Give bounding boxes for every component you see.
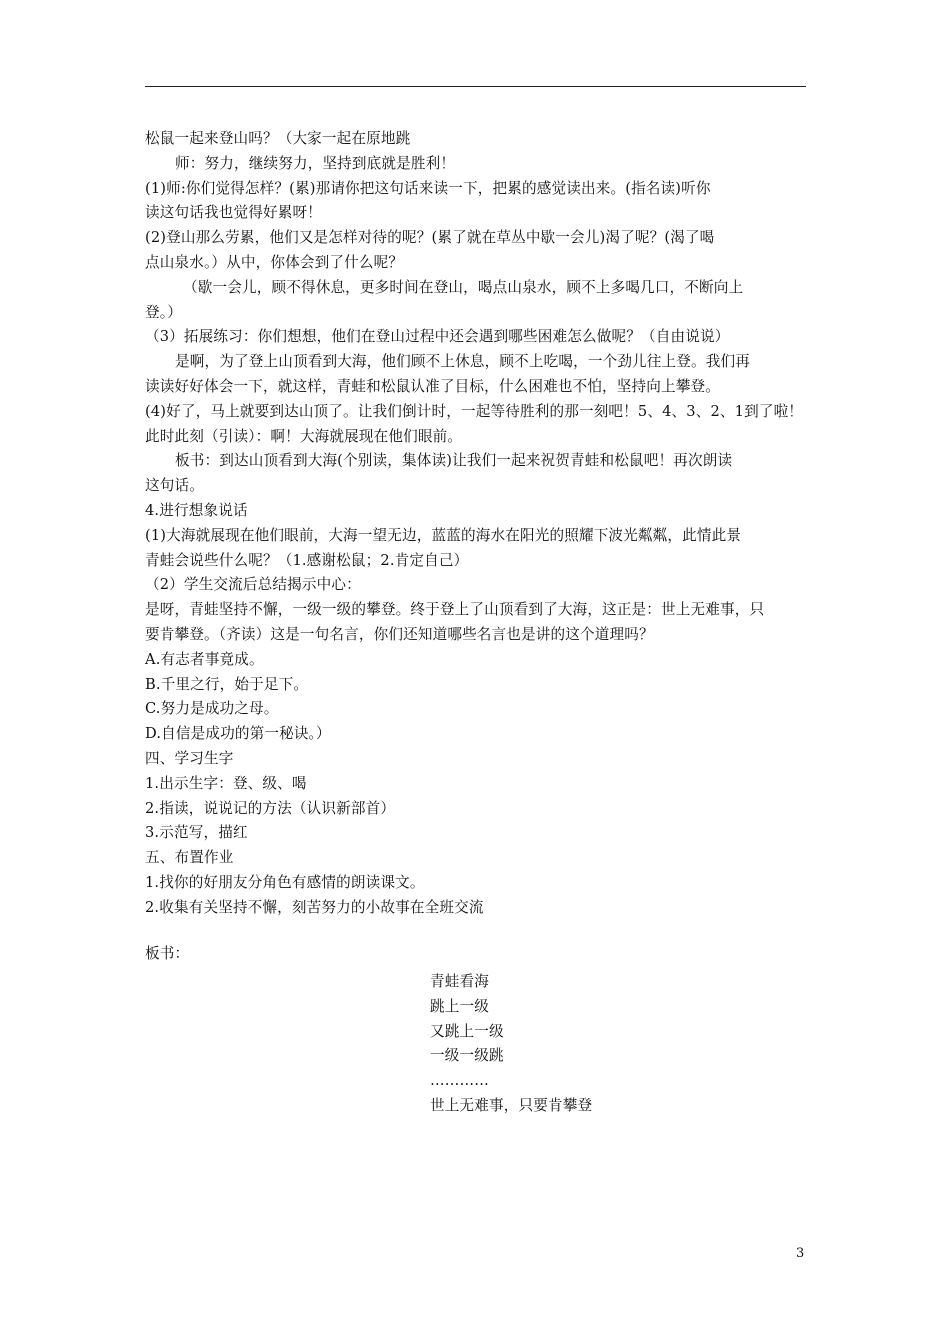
text-line: 4.进行想象说话 (145, 501, 248, 519)
text-line: 是啊，为了登上山顶看到大海，他们顾不上休息，顾不上吃喝，一个劲儿往上登。我们再 (175, 353, 751, 371)
text-line: B.千里之行，始于足下。 (145, 675, 309, 693)
text-line: 板书：到达山顶看到大海(个别读，集体读)让我们一起来祝贺青蛙和松鼠吧！再次朗读 (175, 452, 733, 470)
text-line: 要肯攀登。（齐读）这是一句名言，你们还知道哪些名言也是讲的这个道理吗？ (145, 625, 654, 643)
text-line: (2)登山那么劳累，他们又是怎样对待的呢？(累了就在草丛中歇一会儿)渴了呢？(渴了喝 (145, 229, 715, 247)
text-line: 读读好好体会一下，就这样，青蛙和松鼠认准了目标，什么困难也不怕，坚持向上攀登。 (145, 377, 721, 395)
text-line: (1)师:你们觉得怎样？(累)那请你把这句话来读一下，把累的感觉读出来。(指名读)听你 (145, 179, 711, 197)
text-line: 这句话。 (145, 477, 204, 495)
blackboard-outline (430, 970, 592, 1119)
text-line: 1.找你的好朋友分角色有感情的朗读课文。 (145, 873, 425, 891)
text-line: 此时此刻（引读）：啊！大海就展现在他们眼前。 (145, 427, 463, 445)
text-line: 2.收集有关坚持不懈，刻苦努力的小故事在全班交流 (145, 898, 484, 916)
board-line: 一级一级跳 (430, 1047, 504, 1065)
body-text (145, 127, 810, 966)
header-rule (145, 86, 806, 87)
text-line: （2）学生交流后总结揭示中心： (145, 576, 361, 594)
text-line: 四、学习生字 (145, 749, 234, 767)
board-line: 跳上一级 (430, 997, 489, 1015)
text-line: C.努力是成功之母。 (145, 700, 279, 718)
text-line: （歇一会儿，顾不得休息，更多时间在登山，喝点山泉水，顾不上多喝几口，不断向上 (183, 278, 744, 296)
text-line: A.有志者事竟成。 (145, 650, 264, 668)
board-ellipsis: ………… (430, 1072, 489, 1090)
paragraph-gap (145, 921, 810, 942)
text-line: 1.出示生字：登、级、喝 (145, 774, 307, 792)
board-line: 世上无难事，只要肯攀登 (430, 1096, 593, 1114)
text-line: 登。） (145, 303, 182, 321)
text-line: 五、布置作业 (145, 849, 234, 867)
board-label: 板书： (145, 944, 190, 962)
board-line: 青蛙看海 (430, 973, 489, 990)
text-line: 读这句话我也觉得好累呀！ (145, 204, 322, 222)
text-line: 3.示范写，描红 (145, 824, 248, 842)
text-line: 点山泉水。）从中，你体会到了什么呢？ (145, 253, 404, 271)
text-line: 松鼠一起来登山吗？（大家一起在原地跳 (145, 130, 411, 147)
page-number: 3 (796, 1246, 805, 1261)
text-line: 2.指读，说说记的方法（认识新部首） (145, 799, 396, 817)
board-line: 又跳上一级 (430, 1022, 504, 1040)
text-line: 是呀，青蛙坚持不懈，一级一级的攀登。终于登上了山顶看到了大海，这正是：世上无难事，只 (145, 601, 765, 619)
text-line: (4)好了，马上就要到达山顶了。让我们倒计时，一起等待胜利的那一刻吧！5、4、3、2、1到了啦！ (145, 402, 804, 420)
text-line: 青蛙会说些什么呢？（1.感谢松鼠；2.肯定自己） (145, 551, 469, 569)
text-line: （3）拓展练习：你们想想，他们在登山过程中还会遇到哪些困难怎么做呢？（自由说说） (145, 328, 730, 346)
text-line: D.自信是成功的第一秘诀。） (145, 725, 331, 743)
text-line: 师：努力，继续努力，坚持到底就是胜利！ (175, 154, 456, 172)
text-line: (1)大海就展现在他们眼前，大海一望无边，蓝蓝的海水在阳光的照耀下波光粼粼，此情此景 (145, 526, 742, 544)
